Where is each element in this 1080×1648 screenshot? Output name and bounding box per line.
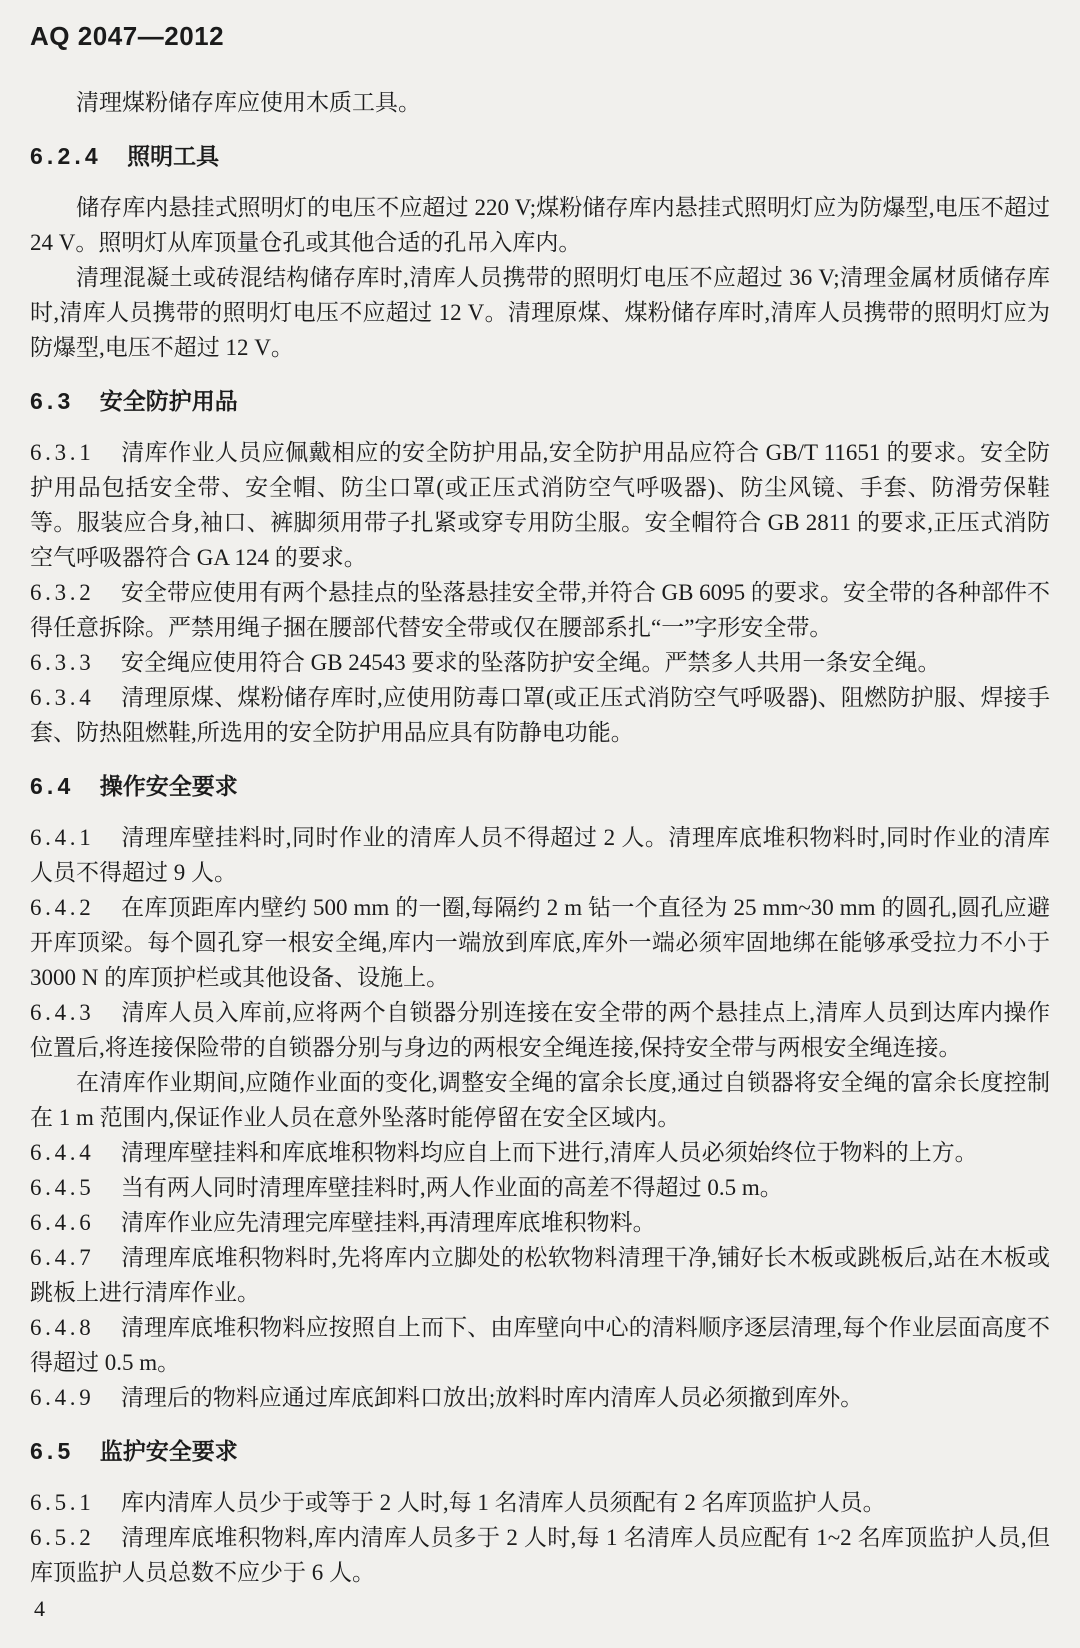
clause [30,1205,1050,1240]
clause-text: 库内清库人员少于或等于 2 人时,每 1 名清库人员须配有 2 名库顶监护人员。 [120,1490,886,1515]
section-title: 照明工具 [127,143,220,169]
clause [30,645,1050,680]
section-number: 6.3 [30,388,75,414]
clause-number: 6.4.3 [30,1000,95,1025]
page-number: 4 [34,1596,45,1621]
clause [30,820,1050,890]
clause-number: 6.4.9 [30,1385,95,1410]
clause-number: 6.4.5 [30,1175,95,1200]
clause-text: 清理原煤、煤粉储存库时,应使用防毒口罩(或正压式消防空气呼吸器)、阻燃防护服、焊接手套、防热阻燃鞋,所选用的安全防护用品应具有防静电功能。 [30,685,1050,745]
paragraph: 在清库作业期间,应随作业面的变化,调整安全绳的富余长度,通过自锁器将安全绳的富余长度控制在 1 m 范围内,保证作业人员在意外坠落时能停留在安全区域内。 [30,1070,1050,1130]
clause [30,1135,1050,1170]
clause-text: 清理库壁挂料和库底堆积物料均应自上而下进行,清库人员必须始终位于物料的上方。 [120,1140,978,1165]
clause [30,435,1050,575]
clause-number: 6.4.7 [30,1245,95,1270]
paragraph: 储存库内悬挂式照明灯的电压不应超过 220 V;煤粉储存库内悬挂式照明灯应为防爆型,电压不超过 24 V。照明灯从库顶量仓孔或其他合适的孔吊入库内。 [30,195,1050,255]
clause-text: 清理后的物料应通过库底卸料口放出;放料时库内清库人员必须撤到库外。 [120,1385,864,1410]
clause-number: 6.5.2 [30,1525,95,1550]
section-heading [30,139,1050,174]
section-heading [30,1434,1050,1469]
section-number: 6.4 [30,773,75,799]
clause-number: 6.4.6 [30,1210,95,1235]
clause-text: 清库作业应先清理完库壁挂料,再清理库底堆积物料。 [120,1210,656,1235]
clause [30,1170,1050,1205]
clause [30,1485,1050,1520]
section-title: 监护安全要求 [99,1438,238,1464]
clause-number: 6.4.8 [30,1315,95,1340]
clause-text: 清理库底堆积物料时,先将库内立脚处的松软物料清理干净,铺好长木板或跳板后,站在木板或跳板上进行清库作业。 [30,1245,1050,1305]
section-number: 6.5 [30,1438,75,1464]
section-heading [30,769,1050,804]
clause-text: 清库作业人员应佩戴相应的安全防护用品,安全防护用品应符合 GB/T 11651 的要求。安全防护用品包括安全带、安全帽、防尘口罩(或正压式消防空气呼吸器)、防尘风镜、手套、防滑劳保鞋等。服装应合身,袖口、裤脚须用带子扎紧或穿专用防尘服。安全帽符合 GB 2811 的要求,正压式消防空气呼吸器符合 GA 124 的要求。 [30,440,1050,570]
clause-number: 6.5.1 [30,1490,95,1515]
section-number: 6.2.4 [30,143,102,169]
clause-text: 安全带应使用有两个悬挂点的坠落悬挂安全带,并符合 GB 6095 的要求。安全带的各种部件不得任意拆除。严禁用绳子捆在腰部代替安全带或仅在腰部系扎“一”字形安全带。 [30,580,1050,640]
clause [30,1310,1050,1380]
clause-number: 6.4.1 [30,825,95,850]
clause-text: 安全绳应使用符合 GB 24543 要求的坠落防护安全绳。严禁多人共用一条安全绳。 [120,650,941,675]
clause-text: 清理库壁挂料时,同时作业的清库人员不得超过 2 人。清理库底堆积物料时,同时作业的清库人员不得超过 9 人。 [30,825,1050,885]
clause-text: 清库人员入库前,应将两个自锁器分别连接在安全带的两个悬挂点上,清库人员到达库内操作位置后,将连接保险带的自锁器分别与身边的两根安全绳连接,保持安全带与两根安全绳连接。 [30,1000,1050,1060]
clause-number: 6.3.1 [30,440,95,465]
paragraph: 清理混凝土或砖混结构储存库时,清库人员携带的照明灯电压不应超过 36 V;清理金属材质储存库时,清库人员携带的照明灯电压不应超过 12 V。清理原煤、煤粉储存库时,清库人员携带的照明灯应为防爆型,电压不超过 12 V。 [30,265,1050,360]
clause [30,1520,1050,1590]
clause-text: 在库顶距库内壁约 500 mm 的一圈,每隔约 2 m 钻一个直径为 25 mm~30 mm 的圆孔,圆孔应避开库顶梁。每个圆孔穿一根安全绳,库内一端放到库底,库外一端必须牢固地绑在能够承受拉力不小于 3000 N 的库顶护栏或其他设备、设施上。 [30,895,1050,990]
paragraph: 清理煤粉储存库应使用木质工具。 [76,90,421,115]
section-title: 操作安全要求 [99,773,238,799]
clause-text: 当有两人同时清理库壁挂料时,两人作业面的高差不得超过 0.5 m。 [120,1175,783,1200]
standard-number-header: AQ 2047—2012 [30,21,225,51]
clause [30,1240,1050,1310]
clause-text: 清理库底堆积物料,库内清库人员多于 2 人时,每 1 名清库人员应配有 1~2 名库顶监护人员,但库顶监护人员总数不应少于 6 人。 [30,1525,1050,1585]
section-heading [30,384,1050,419]
clause [30,680,1050,750]
clause-number: 6.3.3 [30,650,95,675]
clause-text: 清理库底堆积物料应按照自上而下、由库壁向中心的清料顺序逐层清理,每个作业层面高度不得超过 0.5 m。 [30,1315,1050,1375]
section-title: 安全防护用品 [99,388,238,414]
clause-number: 6.4.4 [30,1140,95,1165]
clause-number: 6.3.4 [30,685,95,710]
clause [30,890,1050,995]
clause-number: 6.4.2 [30,895,95,920]
clause [30,575,1050,645]
clause [30,995,1050,1065]
clause [30,1380,1050,1415]
clause-number: 6.3.2 [30,580,95,605]
